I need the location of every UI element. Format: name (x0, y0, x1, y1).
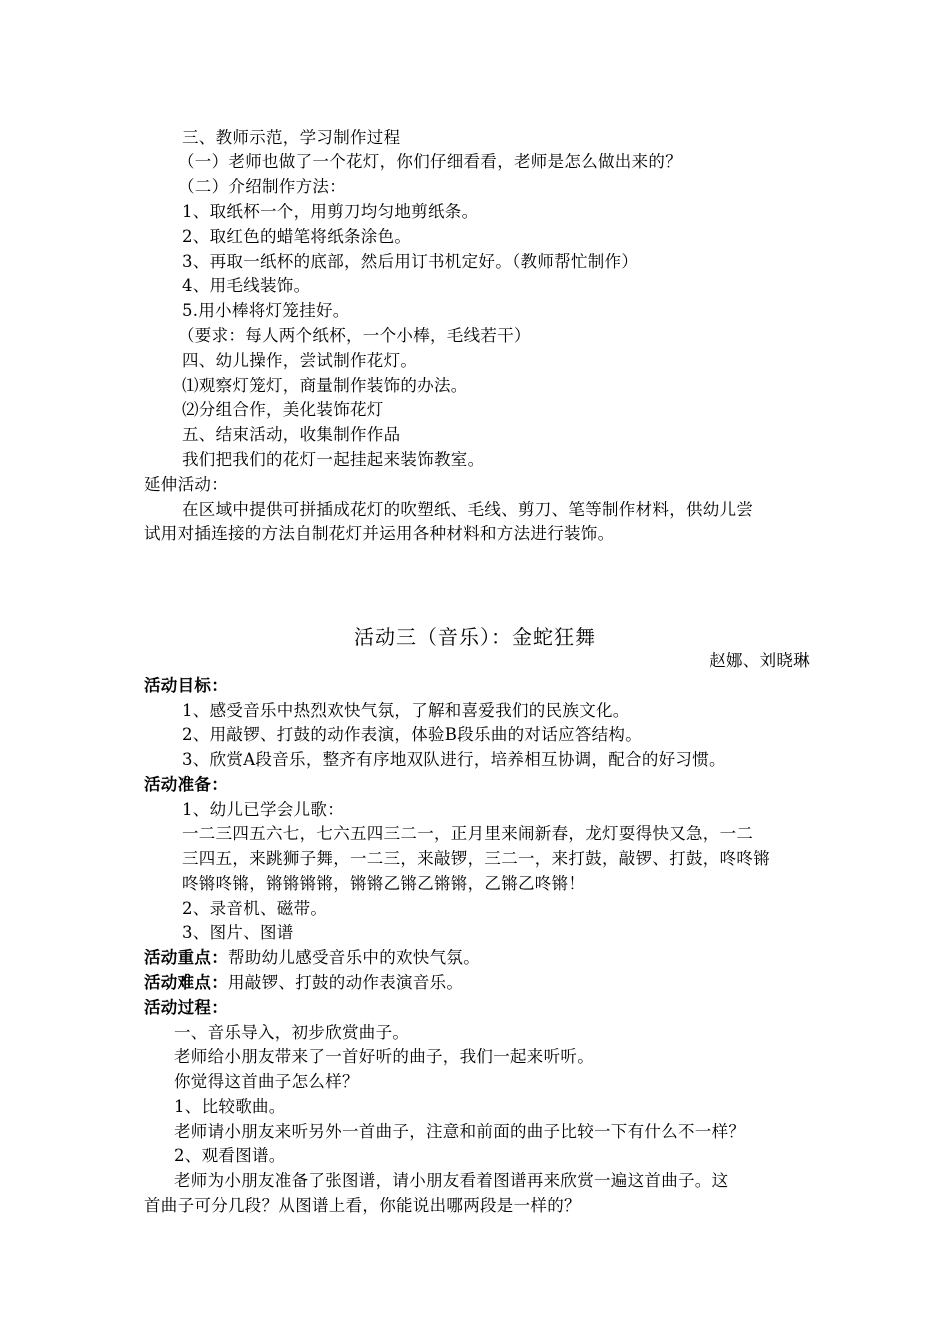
process-line-3: 你觉得这首曲子怎么样？ (174, 1072, 359, 1091)
step4-item-1: ⑴观察灯笼灯，商量制作装饰的办法。 (182, 376, 468, 395)
difficulty-text: 用敲锣、打鼓的动作表演音乐。 (228, 973, 464, 992)
process-line-6: 2、观看图谱。 (174, 1146, 286, 1165)
rhyme-line-3: 咚锵咚锵，锵锵锵锵，锵锵乙锵乙锵锵，乙锵乙咚锵！ (182, 874, 586, 893)
goal-item-3: 3、欣赏A段音乐，整齐有序地双队进行，培养相互协调，配合的好习惯。 (182, 750, 726, 769)
process-line-5: 老师请小朋友来听另外一首曲子，注意和前面的曲子比较一下有什么不一样？ (174, 1122, 746, 1141)
requirement-note: （要求：每人两个纸杯，一个小棒，毛线若干） (178, 326, 531, 345)
method-item-2: 2、取红色的蜡笔将纸条涂色。 (182, 227, 412, 246)
goal-item-2: 2、用敲锣、打鼓的动作表演，体验B段乐曲的对话应答结构。 (182, 725, 643, 744)
step4-item-2: ⑵分组合作，美化装饰花灯 (182, 400, 384, 419)
activity-title: 活动三（音乐）：金蛇狂舞 (354, 625, 596, 649)
prep-item-3: 3、图片、图谱 (182, 923, 294, 942)
goals-heading: 活动目标： (144, 676, 228, 695)
method-item-5: 5.用小棒将灯笼挂好。 (182, 301, 350, 320)
process-heading: 活动过程： (144, 998, 228, 1017)
step3-subitem-1: （一）老师也做了一个花灯，你们仔细看看，老师是怎么做出来的？ (178, 152, 682, 171)
focus-heading: 活动重点： (144, 948, 228, 967)
process-line-8: 首曲子可分几段？从图谱上看，你能说出哪两段是一样的？ (144, 1196, 581, 1215)
step5-text: 我们把我们的花灯一起挂起来装饰教室。 (182, 450, 485, 469)
extension-label: 延伸活动： (144, 475, 228, 494)
method-item-3: 3、再取一纸杯的底部，然后用订书机定好。（教师帮忙制作） (182, 252, 639, 271)
prep-item-2: 2、录音机、磁带。 (182, 899, 328, 918)
extension-text-line2: 试用对插连接的方法自制花灯并运用各种材料和方法进行装饰。 (144, 524, 615, 543)
step3-subitem-2: （二）介绍制作方法： (178, 177, 346, 196)
difficulty-line (144, 971, 463, 995)
extension-text-line1: 在区域中提供可拼插成花灯的吹塑纸、毛线、剪刀、笔等制作材料，供幼儿尝 (182, 500, 754, 519)
step3-title: 三、教师示范，学习制作过程 (182, 128, 401, 147)
process-line-1: 一、音乐导入，初步欣赏曲子。 (174, 1023, 410, 1042)
step4-title: 四、幼儿操作，尝试制作花灯。 (182, 351, 418, 370)
rhyme-line-2: 三四五，来跳狮子舞，一二三，来敲锣，三二一，来打鼓，敲锣、打鼓，咚咚锵 (182, 849, 770, 868)
process-line-4: 1、比较歌曲。 (174, 1097, 286, 1116)
process-line-7: 老师为小朋友准备了张图谱，请小朋友看着图谱再来欣赏一遍这首曲子。这 (174, 1171, 729, 1190)
focus-line (144, 946, 480, 970)
step5-title: 五、结束活动，收集制作作品 (182, 425, 401, 444)
focus-text: 帮助幼儿感受音乐中的欢快气氛。 (228, 948, 480, 967)
authors: 赵娜、刘晓琳 (709, 651, 810, 670)
process-line-2: 老师给小朋友带来了一首好听的曲子，我们一起来听听。 (174, 1047, 594, 1066)
preparation-heading: 活动准备： (144, 775, 228, 794)
goal-item-1: 1、感受音乐中热烈欢快气氛，了解和喜爱我们的民族文化。 (182, 701, 630, 720)
prep-item-1: 1、幼儿已学会儿歌： (182, 800, 344, 819)
method-item-4: 4、用毛线装饰。 (182, 276, 311, 295)
difficulty-heading: 活动难点： (144, 973, 228, 992)
rhyme-line-1: 一二三四五六七，七六五四三二一，正月里来闹新春，龙灯耍得快又急，一二 (182, 824, 754, 843)
method-item-1: 1、取纸杯一个，用剪刀均匀地剪纸条。 (182, 202, 479, 221)
